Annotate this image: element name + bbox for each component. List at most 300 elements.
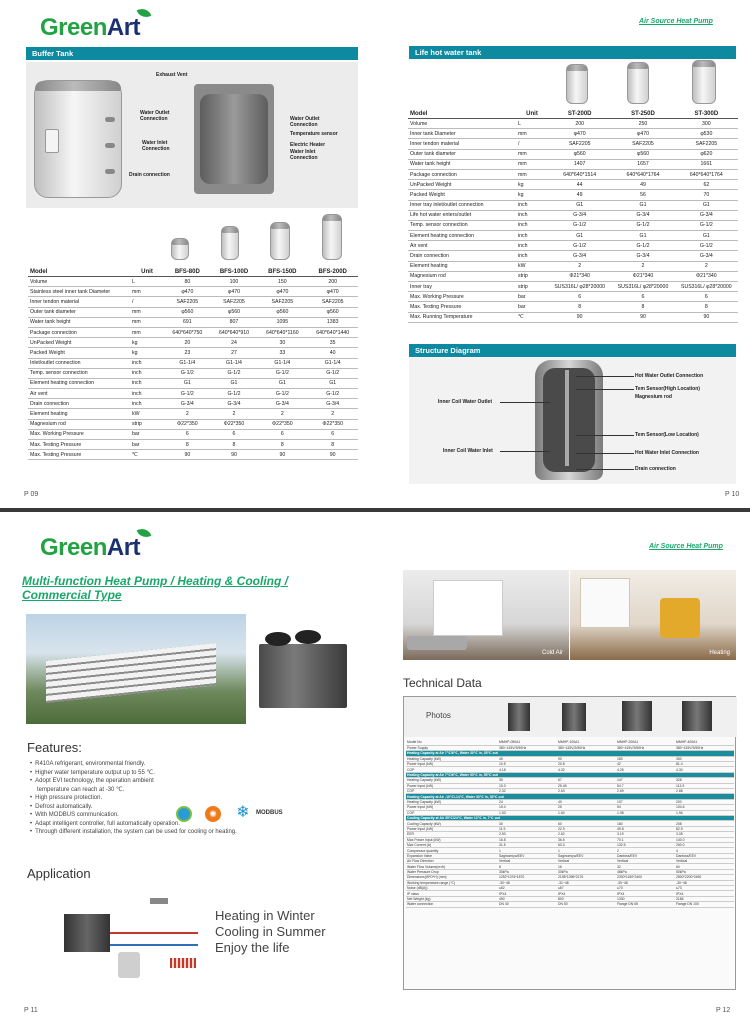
- callout-water-inlet-left: Water Inlet Connection: [142, 140, 170, 152]
- table-cell: 10.5: [498, 762, 557, 767]
- table-cell: inch: [130, 389, 164, 399]
- table-cell: 1.96: [675, 810, 734, 815]
- table-cell: Danfoss/EEV: [616, 853, 675, 858]
- table-cell: inch: [516, 251, 548, 261]
- table-cell: G-1/2: [548, 220, 611, 230]
- table-cell: inch: [516, 220, 548, 230]
- table-cell: DN 40: [498, 902, 557, 907]
- table-cell: 20.8: [557, 762, 616, 767]
- table-cell: Φ22*350: [257, 419, 307, 429]
- table-cell: Working temperature range (℃): [406, 880, 498, 885]
- table-cell: Magnesium rod: [408, 271, 516, 281]
- snowflake-icon: ❄: [236, 804, 250, 821]
- table-row: [408, 312, 738, 322]
- table-cell: 640*640*1160: [257, 327, 307, 337]
- table-cell: ≤73: [675, 886, 734, 891]
- table-cell: Cooling Capacity at Air 35℃/24℃, Water 12℃ in, 7℃ out: [406, 815, 734, 820]
- table-row: [28, 277, 358, 287]
- table-cell: 180: [616, 756, 675, 761]
- table-cell: SUS316L/ φ28*20000: [611, 282, 674, 292]
- feature-item: • Adopt EVI technology, the operation ambient: [30, 777, 310, 786]
- callout-drain-connection: Drain connection: [635, 466, 676, 472]
- table-cell: φ470: [307, 287, 358, 297]
- table-cell: 4.30: [675, 767, 734, 772]
- table-header-cell: Model: [408, 110, 516, 119]
- table-cell: Package connection: [28, 327, 130, 337]
- table-cell: 104.6: [675, 805, 734, 810]
- table-cell: 1657: [611, 159, 674, 169]
- table-cell: Heating Capacity at Air 7℃/6℃, Water 50℃ in, 55℃ out: [406, 772, 734, 777]
- table-cell: 42: [616, 762, 675, 767]
- table-cell: -30~48: [675, 880, 734, 885]
- table-cell: 8: [675, 302, 738, 312]
- table-cell: G1: [164, 378, 211, 388]
- callout-water-outlet-right: Water Outlet Connection: [290, 116, 320, 128]
- table-cell: SUS316L/ φ28*20000: [675, 282, 738, 292]
- table-cell: Max. Running Temperature: [408, 312, 516, 322]
- callout-inner-coil-outlet: Inner Coil Water Outlet: [438, 399, 492, 405]
- table-cell: G1: [611, 231, 674, 241]
- table-cell: 1.60: [557, 810, 616, 815]
- table-cell: EER: [406, 832, 498, 837]
- table-cell: mm: [516, 159, 548, 169]
- table-cell: 8: [164, 440, 211, 450]
- table-cell: 640*640*1764: [675, 169, 738, 179]
- table-cell: G-3/4: [307, 399, 358, 409]
- table-cell: 1661: [675, 159, 738, 169]
- table-cell: 1.53: [498, 810, 557, 815]
- table-cell: Outer tank diameter: [28, 307, 130, 317]
- table-cell: Inner tray: [408, 282, 516, 292]
- table-cell: G-3/4: [164, 399, 211, 409]
- table-cell: 1252*1076*1870: [498, 875, 557, 880]
- page-number: P 09: [24, 491, 39, 498]
- table-cell: 48kPa: [616, 869, 675, 874]
- feature-item: • Through different installation, the system can be used for cooling or heating.: [30, 828, 310, 837]
- heating-icon: ✺: [205, 806, 221, 822]
- table-cell: Vertical: [616, 859, 675, 864]
- table-cell: ℃: [130, 450, 164, 460]
- table-cell: Packed Weight: [408, 190, 516, 200]
- unit-image-400: [682, 701, 712, 731]
- callout-inner-coil-inlet: Inner Coil Water Inlet: [443, 448, 493, 454]
- table-row: [408, 180, 738, 190]
- table-cell: Air vent: [408, 241, 516, 251]
- table-cell: 2.32: [498, 789, 557, 794]
- table-cell: 25.48: [557, 783, 616, 788]
- technical-data-title: Technical Data: [403, 676, 482, 690]
- table-row: [408, 129, 738, 139]
- table-cell: /: [516, 139, 548, 149]
- callout-temp-sensor: Temperature sensor: [290, 131, 338, 137]
- tank-bfs-80d-image: [171, 238, 189, 260]
- table-row: [408, 271, 738, 281]
- technical-data-table: [406, 740, 734, 908]
- table-cell: Stainless steel inner tank Diameter: [28, 287, 130, 297]
- table-cell: inch: [130, 368, 164, 378]
- table-cell: 300: [675, 119, 738, 129]
- page-number: P 10: [725, 491, 740, 498]
- table-header-cell: Unit: [516, 110, 548, 119]
- life-hot-water-spec-table: [408, 110, 738, 323]
- table-cell: 50kPa: [675, 869, 734, 874]
- tank-st-200d-image: [566, 64, 588, 104]
- table-cell: 380~415V/3/50Hz: [675, 745, 734, 750]
- photos-row: [404, 697, 737, 737]
- table-cell: G-1/2: [675, 241, 738, 251]
- table-cell: kg: [130, 338, 164, 348]
- feature-item: • R410A refrigerant, environmental friendly.: [30, 760, 310, 769]
- spread-p09-p10: [0, 0, 750, 508]
- table-cell: 16: [557, 864, 616, 869]
- table-cell: ℃: [516, 312, 548, 322]
- heating-label: Heating: [709, 650, 730, 656]
- table-cell: 15.3: [498, 783, 557, 788]
- brand-logo: GreenArt: [40, 14, 140, 42]
- table-cell: Flange DN 100: [675, 902, 734, 907]
- table-cell: 180: [616, 821, 675, 826]
- table-cell: mm: [130, 307, 164, 317]
- table-header-cell: ST-200D: [548, 110, 611, 119]
- unit-image-200: [622, 701, 652, 731]
- table-cell: Magnesium rod: [28, 419, 130, 429]
- table-cell: 640*640*910: [211, 327, 258, 337]
- callout-electric-heater: Electric Heater: [290, 142, 326, 148]
- table-cell: mm: [130, 327, 164, 337]
- feature-item: temperature can reach at -30 ℃.: [37, 786, 125, 793]
- table-cell: G1: [611, 200, 674, 210]
- table-cell: 380~415V/3/50Hz: [498, 745, 557, 750]
- table-cell: 82.9: [675, 826, 734, 831]
- table-row: [28, 409, 358, 419]
- table-row: [28, 358, 358, 368]
- table-cell: 35: [307, 338, 358, 348]
- table-cell: 40: [307, 348, 358, 358]
- table-cell: 45: [498, 756, 557, 761]
- table-cell: 31.5: [498, 842, 557, 847]
- table-cell: 6: [611, 292, 674, 302]
- table-cell: 11.9: [498, 826, 557, 831]
- table-cell: 90: [164, 450, 211, 460]
- table-cell: strip: [130, 419, 164, 429]
- table-cell: Expansion Valve: [406, 853, 498, 858]
- table-cell: G-1/2: [211, 389, 258, 399]
- table-cell: Power Supply: [406, 745, 498, 750]
- table-cell: 8: [257, 440, 307, 450]
- table-cell: L: [130, 277, 164, 287]
- table-cell: 90: [675, 312, 738, 322]
- table-cell: 90: [307, 450, 358, 460]
- table-cell: 44: [548, 180, 611, 190]
- table-cell: 54.7: [616, 783, 675, 788]
- table-cell: Heating Capacity at Air 7℃/6℃, Water 30℃ in, 35℃ out: [406, 751, 734, 756]
- table-cell: G1: [675, 200, 738, 210]
- table-cell: 380~415V/3/50Hz: [616, 745, 675, 750]
- table-cell: 2: [616, 848, 675, 853]
- table-cell: 23: [164, 348, 211, 358]
- table-cell: 25: [557, 805, 616, 810]
- table-row: [28, 450, 358, 460]
- table-row: [28, 327, 358, 337]
- table-row: [408, 231, 738, 241]
- table-header-cell: BFS-80D: [164, 268, 211, 277]
- table-cell: DN 50: [557, 902, 616, 907]
- tank-bfs-150d-image: [270, 222, 290, 260]
- table-cell: L: [516, 119, 548, 129]
- table-cell: 81.4: [675, 762, 734, 767]
- table-cell: Package connection: [408, 169, 516, 179]
- table-cell: Volume: [28, 277, 130, 287]
- table-cell: Dimensions(W*D*H) (mm): [406, 875, 498, 880]
- table-row: [408, 190, 738, 200]
- table-cell: G1: [307, 378, 358, 388]
- table-cell: 70.1: [616, 837, 675, 842]
- table-cell: Power Input (kW): [406, 826, 498, 831]
- table-cell: Inner tray inlet/outlet connection: [408, 200, 516, 210]
- table-cell: Cooling Capacity (kW): [406, 821, 498, 826]
- table-cell: φ620: [675, 149, 738, 159]
- table-cell: 36.5: [557, 837, 616, 842]
- table-cell: UnPacked Weight: [28, 338, 130, 348]
- table-cell: 113.9: [675, 783, 734, 788]
- table-cell: 2.69: [616, 789, 675, 794]
- table-cell: Heating Capacity (kW): [406, 778, 498, 783]
- table-cell: Φ22*350: [307, 419, 358, 429]
- table-cell: 60: [557, 821, 616, 826]
- table-cell: G-1/2: [611, 241, 674, 251]
- table-cell: G1-1/4: [307, 358, 358, 368]
- table-cell: 200: [675, 799, 734, 804]
- table-cell: φ470: [257, 287, 307, 297]
- brand-tagline: Air Source Heat Pump: [639, 18, 713, 25]
- table-cell: Φ22*350: [211, 419, 258, 429]
- table-cell: 807: [211, 317, 258, 327]
- table-cell: IPX4: [616, 891, 675, 896]
- table-cell: Flange DN 65: [616, 902, 675, 907]
- table-cell: G-1/2: [257, 368, 307, 378]
- buffer-tank-spec-table: [28, 268, 358, 460]
- table-cell: mm: [130, 317, 164, 327]
- table-cell: G-1/2: [307, 389, 358, 399]
- table-cell: φ560: [307, 307, 358, 317]
- table-cell: 691: [164, 317, 211, 327]
- table-cell: -30~48: [616, 880, 675, 885]
- table-cell: 62: [675, 180, 738, 190]
- table-cell: IPX4: [557, 891, 616, 896]
- table-cell: G1: [675, 231, 738, 241]
- table-cell: 1.98: [616, 810, 675, 815]
- table-cell: G-1/2: [548, 241, 611, 251]
- table-cell: Noise (dB(A)): [406, 886, 498, 891]
- table-cell: 30kPa: [557, 869, 616, 874]
- callout-hot-water-inlet: Hot Water Inlet Connection: [635, 450, 699, 456]
- table-cell: Power Input (kW): [406, 805, 498, 810]
- table-cell: SAF2205: [257, 297, 307, 307]
- table-row: [28, 429, 358, 439]
- table-cell: G-1/2: [164, 368, 211, 378]
- table-cell: ≤70: [616, 886, 675, 891]
- table-cell: Power Input (kW): [406, 783, 498, 788]
- table-cell: G-3/4: [257, 399, 307, 409]
- table-cell: φ560: [257, 307, 307, 317]
- table-cell: 6: [307, 429, 358, 439]
- table-row: [408, 149, 738, 159]
- table-cell: Element heating: [408, 261, 516, 271]
- table-cell: 90: [611, 312, 674, 322]
- table-cell: 20: [164, 338, 211, 348]
- table-row: [408, 282, 738, 292]
- table-cell: 24: [498, 799, 557, 804]
- table-cell: UnPacked Weight: [408, 180, 516, 190]
- table-cell: mm: [130, 287, 164, 297]
- table-cell: Φ21*340: [611, 271, 674, 281]
- table-cell: Air Flow Direction: [406, 859, 498, 864]
- table-cell: G1-1/4: [164, 358, 211, 368]
- feature-item: • High pressure protection.: [30, 794, 310, 803]
- feature-item: • Higher water temperature output up to 55 ℃.: [30, 769, 310, 778]
- table-row: [408, 169, 738, 179]
- table-cell: Air vent: [28, 389, 130, 399]
- table-row: [408, 220, 738, 230]
- table-cell: 2.88: [675, 789, 734, 794]
- table-cell: φ530: [675, 129, 738, 139]
- photos-label: Photos: [426, 711, 451, 720]
- table-cell: 640*640*1514: [548, 169, 611, 179]
- table-cell: ≤62: [498, 886, 557, 891]
- table-cell: 3.05: [675, 832, 734, 837]
- slogan: Heating in Winter Cooling in Summer Enjoy the life: [215, 908, 326, 955]
- feature-item: • With MODBUS communication.: [30, 811, 310, 820]
- table-cell: 147: [616, 778, 675, 783]
- callout-magnesium-rod: Magnesium rod: [635, 394, 672, 400]
- table-cell: Life hot water enters/outlet: [408, 210, 516, 220]
- table-row: [408, 139, 738, 149]
- table-cell: 250: [611, 119, 674, 129]
- table-cell: Inner tendon material: [408, 139, 516, 149]
- modbus-label: MODBUS: [256, 810, 283, 816]
- table-cell: 8: [211, 440, 258, 450]
- table-cell: G-3/4: [548, 210, 611, 220]
- table-cell: G-3/4: [611, 210, 674, 220]
- table-row: [408, 251, 738, 261]
- table-cell: 640*640*1440: [307, 327, 358, 337]
- table-cell: Temp. sensor connection: [408, 220, 516, 230]
- table-cell: 8: [611, 302, 674, 312]
- table-cell: Water tank height: [408, 159, 516, 169]
- section-title-buffer-tank: Buffer Tank: [26, 47, 358, 60]
- table-cell: G-1/2: [307, 368, 358, 378]
- table-cell: Max Current (A): [406, 842, 498, 847]
- table-cell: SAF2205: [548, 139, 611, 149]
- callout-tem-sensor-high: Tem Sensor(High Location): [635, 386, 700, 392]
- table-cell: SAF2205: [307, 297, 358, 307]
- table-cell: G-1/2: [257, 389, 307, 399]
- table-cell: 60: [675, 864, 734, 869]
- table-cell: 70: [675, 190, 738, 200]
- table-header-cell: ST-250D: [611, 110, 674, 119]
- table-cell: 6: [548, 292, 611, 302]
- table-cell: mm: [516, 169, 548, 179]
- table-cell: 30: [498, 821, 557, 826]
- table-cell: 8: [548, 302, 611, 312]
- table-row: [28, 297, 358, 307]
- table-cell: 90: [257, 450, 307, 460]
- table-cell: Water Flow Volume(m³/h): [406, 864, 498, 869]
- table-cell: bar: [130, 440, 164, 450]
- table-cell: 107: [616, 799, 675, 804]
- table-cell: Drain connection: [28, 399, 130, 409]
- table-cell: SAF2205: [675, 139, 738, 149]
- table-cell: 4: [675, 848, 734, 853]
- table-cell: MMHP-050A1: [498, 740, 557, 745]
- table-cell: Inner tank Diameter: [408, 129, 516, 139]
- table-cell: 640*640*750: [164, 327, 211, 337]
- table-cell: strip: [516, 282, 548, 292]
- table-cell: G-1/2: [211, 368, 258, 378]
- callout-exhaust-vent: Exhaust Vent: [156, 72, 188, 78]
- table-cell: Water tank height: [28, 317, 130, 327]
- table-row: [28, 399, 358, 409]
- table-cell: 1383: [307, 317, 358, 327]
- table-row: [28, 317, 358, 327]
- feature-item: • Defrost automatically.: [30, 803, 310, 812]
- table-cell: 6: [675, 292, 738, 302]
- table-cell: 16.8: [498, 837, 557, 842]
- table-cell: G-3/4: [211, 399, 258, 409]
- table-cell: 32: [616, 864, 675, 869]
- table-cell: 8: [498, 864, 557, 869]
- table-cell: SUS316L/ φ28*20000: [548, 282, 611, 292]
- table-cell: COP: [406, 767, 498, 772]
- table-row: [406, 902, 734, 907]
- table-cell: 2.53: [498, 832, 557, 837]
- table-row: [28, 440, 358, 450]
- table-cell: Compressor quantity: [406, 848, 498, 853]
- table-row: [28, 378, 358, 388]
- table-cell: 2.63: [557, 789, 616, 794]
- table-cell: 2: [164, 409, 211, 419]
- table-cell: 1095: [257, 317, 307, 327]
- table-cell: kg: [130, 348, 164, 358]
- table-row: [408, 159, 738, 169]
- table-cell: bar: [516, 302, 548, 312]
- table-cell: ≤67: [557, 886, 616, 891]
- table-cell: φ560: [548, 149, 611, 159]
- spread-p11-p12: [0, 512, 750, 1024]
- table-cell: IP class: [406, 891, 498, 896]
- table-cell: Inner tendon material: [28, 297, 130, 307]
- tank-st-300d-image: [692, 60, 716, 104]
- table-cell: -30~48: [498, 880, 557, 885]
- table-cell: G-1/2: [611, 220, 674, 230]
- table-cell: 4.18: [498, 767, 557, 772]
- table-cell: 49: [611, 180, 674, 190]
- table-cell: 2: [548, 261, 611, 271]
- table-cell: Element heating connection: [28, 378, 130, 388]
- table-cell: inch: [516, 241, 548, 251]
- table-cell: 4.32: [557, 767, 616, 772]
- table-cell: 90: [557, 756, 616, 761]
- table-cell: Saginomiya/EEV: [557, 853, 616, 858]
- table-cell: 2: [611, 261, 674, 271]
- table-cell: 800: [557, 896, 616, 901]
- table-cell: 8: [307, 440, 358, 450]
- table-cell: 27: [211, 348, 258, 358]
- table-cell: 350: [675, 756, 734, 761]
- table-row: [28, 338, 358, 348]
- application-diagram: [60, 892, 200, 988]
- table-cell: 200: [548, 119, 611, 129]
